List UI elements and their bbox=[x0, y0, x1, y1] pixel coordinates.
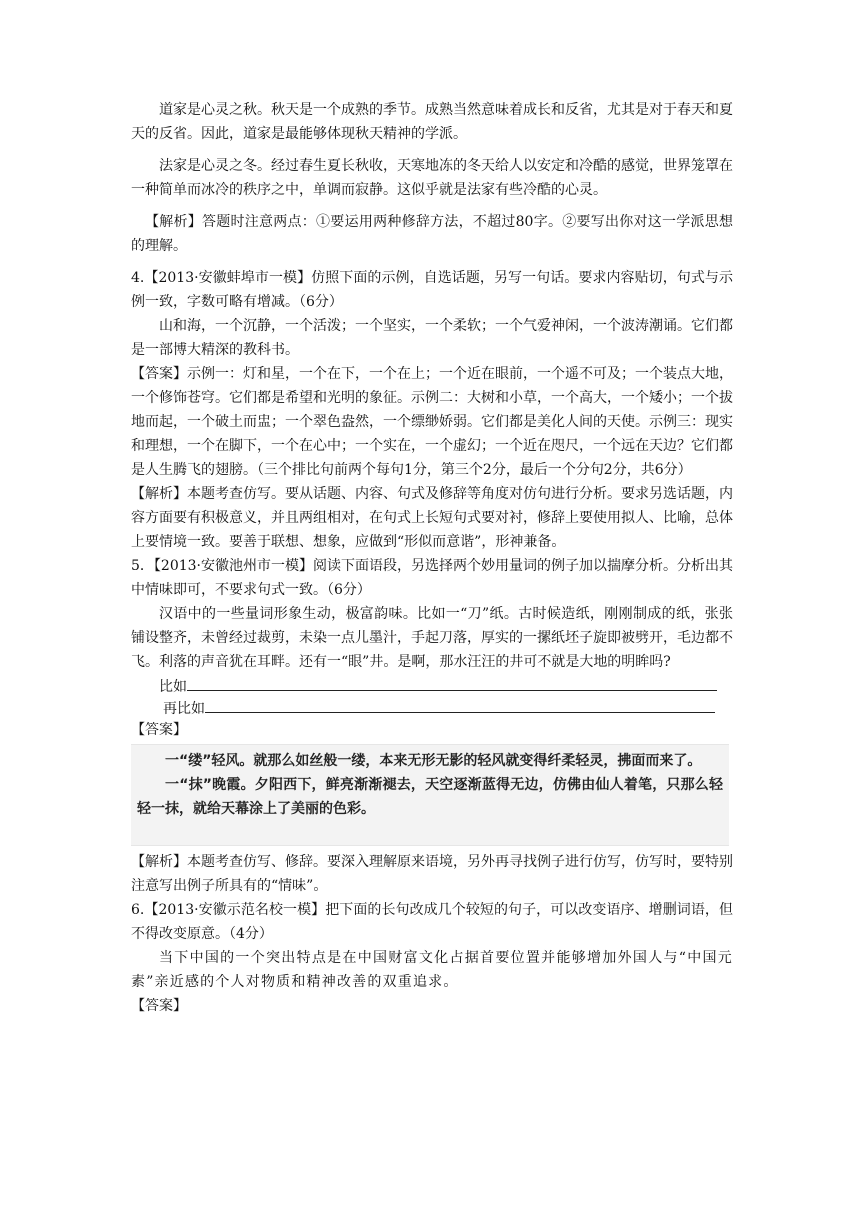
answer-image bbox=[131, 744, 729, 846]
blank-line-1[interactable] bbox=[187, 690, 717, 691]
answer-image-line-1: 一“缕”轻风。就那么如丝般一缕，本来无形无影的轻风就变得纤柔轻灵，拂面而来了。 bbox=[165, 753, 702, 769]
q6-sentence: 当下中国的一个突出特点是在中国财富文化占据首要位置并能够增加外国人与“中国元素”亲近感的个人对物质和精神改善的双重追求。 bbox=[131, 950, 733, 990]
q4-example: 山和海，一个沉静，一个活泼；一个坚实，一个柔软；一个气爱神闲，一个波涛潮诵。它们都是一部博大精深的教科书。 bbox=[131, 318, 733, 358]
fill-line-1 bbox=[131, 674, 733, 696]
analysis-q3: 【解析】答题时注意两点：①要运用两种修辞方法，不超过80字。②要写出你对这一学派思想的理解。 bbox=[131, 214, 733, 254]
fill-line-2 bbox=[131, 696, 733, 718]
q5-answer-label: 【答案】 bbox=[131, 722, 187, 738]
q6-answer-label: 【答案】 bbox=[131, 998, 187, 1014]
question-4: 4.【2013·安徽蚌埠市一模】仿照下面的示例，自选话题，另写一句话。要求内容贴切，句式与示例一致，字数可略有增减。（6分） bbox=[131, 270, 733, 310]
q4-analysis: 【解析】本题考查仿写。要从话题、内容、句式及修辞等角度对仿句进行分析。要求另选话题，内容方面要有积极意义，并且两组相对，在句式上长短句式要对衬，修辞上要使用拟人、比喻，总体上要情境一致。要善于联想、想象，应做到“形似而意谐”，形神兼备。 bbox=[131, 486, 733, 550]
paragraph-legalist: 法家是心灵之冬。经过春生夏长秋收，天寒地冻的冬天给人以安定和冷酷的感觉，世界笼罩在一种简单而冰冷的秩序之中，单调而寂静。这似乎就是法家有些冷酷的心灵。 bbox=[131, 158, 733, 198]
question-5: 5．【2013·安徽池州市一模】阅读下面语段，另选择两个妙用量词的例子加以揣摩分析。分析出其中情味即可，不要求句式一致。（6分） bbox=[131, 558, 733, 598]
document-content bbox=[131, 98, 733, 1018]
fill-label-1: 比如 bbox=[159, 679, 187, 695]
q5-analysis: 【解析】本题考查仿写、修辞。要深入理解原来语境，另外再寻找例子进行仿写，仿写时，要特别注意写出例子所具有的“情味”。 bbox=[131, 854, 733, 894]
blank-line-2[interactable] bbox=[205, 712, 715, 713]
answer-image-line-2: 一“抹”晚霞。夕阳西下，鲜亮渐渐褪去，天空逐渐蓝得无边，仿佛由仙人着笔，只那么轻轻一抹，就给天幕涂上了美丽的色彩。 bbox=[137, 777, 723, 817]
q4-answer: 【答案】示例一：灯和星，一个在下，一个在上；一个近在眼前，一个遥不可及；一个装点大地，一个修饰苍穹。它们都是希望和光明的象征。示例二：大树和小草，一个高大，一个矮小；一个拔地而起，一个破土而盅；一个翠色盎然，一个缥缈娇弱。它们都是美化人间的天使。示例三：现实和理想，一个在脚下，一个在心中；一个实在，一个虚幻；一个近在咫尺，一个远在天边？它们都是人生腾飞的翅膀。（三个排比句前两个每句1分，第三个2分，最后一个分句2分，共6分） bbox=[131, 366, 733, 478]
paragraph-daoist: 道家是心灵之秋。秋天是一个成熟的季节。成熟当然意味着成长和反省，尤其是对于春天和夏天的反省。因此，道家是最能够体现秋天精神的学派。 bbox=[131, 102, 733, 142]
q5-passage: 汉语中的一些量词形象生动，极富韵味。比如一“刀”纸。古时候造纸，刚刚制成的纸，张张铺设整齐，未曾经过裁剪，未染一点儿墨汁，手起刀落，厚实的一摞纸坯子旋即被劈开，毛边都不飞。利落的声音犹在耳畔。还有一“眼”井。是啊，那水汪汪的井可不就是大地的明眸吗? bbox=[131, 606, 733, 670]
question-6: 6.【2013·安徽示范名校一模】把下面的长句改成几个较短的句子，可以改变语序、增删词语，但不得改变原意。（4分） bbox=[131, 902, 733, 942]
fill-label-2: 再比如 bbox=[163, 701, 205, 717]
